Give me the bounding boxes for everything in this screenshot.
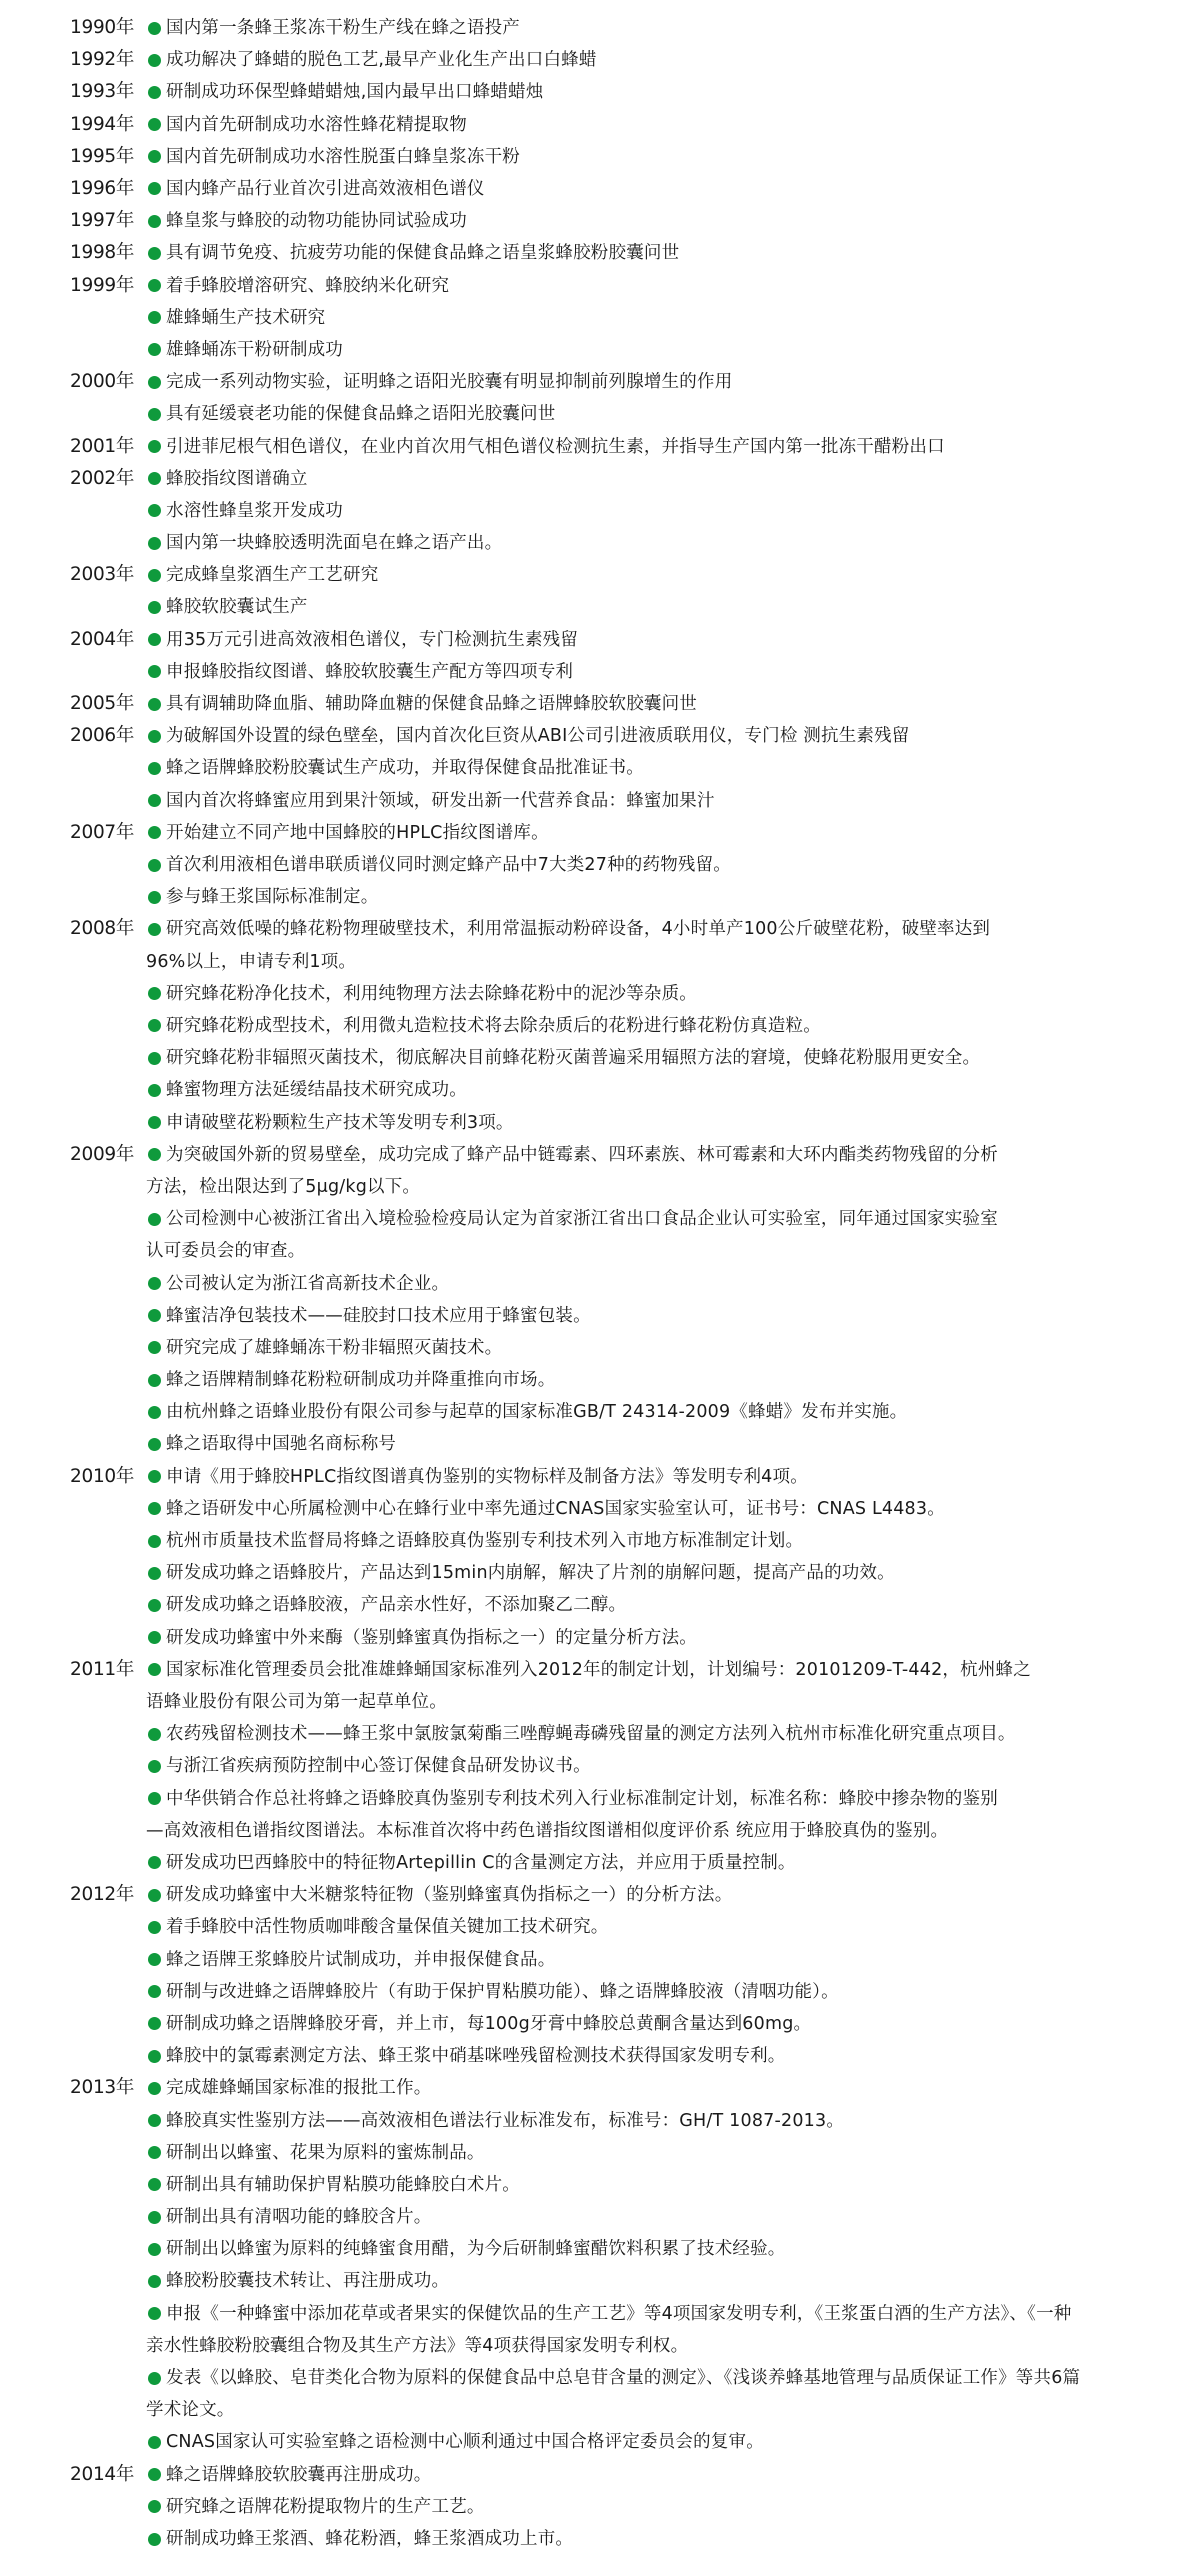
timeline-entry-text: 研发成功蜂蜜中大米糖浆特征物（鉴别蜂蜜真伪指标之一）的分析方法。: [166, 1885, 733, 1906]
timeline-row: [0, 1847, 1200, 1879]
timeline-row: [0, 1589, 1200, 1621]
green-dot-icon: [148, 1953, 161, 1966]
green-dot-icon: [148, 1438, 161, 1451]
green-dot-icon: [148, 923, 161, 936]
timeline-row: [0, 237, 1200, 269]
timeline-row: [0, 2330, 1200, 2362]
timeline-entry-text: 蜂胶中的氯霉素测定方法、蜂王浆中硝基咪唑残留检测技术获得国家发明专利。: [166, 2046, 786, 2067]
timeline-entry-text: 认可委员会的审查。: [146, 1241, 306, 1262]
timeline-entry-text: 蜂胶真实性鉴别方法——高效液相色谱法行业标准发布，标准号：GH/T 1087-2013。: [166, 2110, 845, 2131]
timeline-row: [0, 946, 1200, 978]
timeline-year: 1994年: [70, 113, 135, 135]
timeline-entry-text: 与浙江省疾病预防控制中心签订保健食品研发协议书。: [166, 1756, 591, 1777]
timeline-row: [0, 1654, 1200, 1686]
timeline-entry-text: 研究蜂花粉非辐照灭菌技术，彻底解决目前蜂花粉灭菌普遍采用辐照方法的窘境，使蜂花粉服用更安全。: [166, 1048, 981, 1069]
timeline-row: [0, 2523, 1200, 2555]
green-dot-icon: [148, 376, 161, 389]
green-dot-icon: [148, 1213, 161, 1226]
timeline-row: [0, 1911, 1200, 1943]
timeline-entry-text: 开始建立不同产地中国蜂胶的HPLC指纹图谱库。: [166, 822, 549, 843]
timeline-row: [0, 2233, 1200, 2265]
timeline-entry-text: 具有调节免疫、抗疲劳功能的保健食品蜂之语皇浆蜂胶粉胶囊问世: [166, 243, 680, 264]
timeline-row: [0, 1139, 1200, 1171]
timeline-row: [0, 2394, 1200, 2426]
timeline-entry-text: CNAS国家认可实验室蜂之语检测中心顺利通过中国合格评定委员会的复审。: [166, 2432, 764, 2453]
timeline-entry-text: 蜂蜜物理方法延缓结晶技术研究成功。: [166, 1080, 467, 1101]
timeline-row: [0, 109, 1200, 141]
timeline-year: 2009年: [70, 1143, 135, 1165]
timeline-year: 1993年: [70, 81, 135, 103]
timeline-row: [0, 495, 1200, 527]
timeline-row: [0, 334, 1200, 366]
timeline-row: [0, 2072, 1200, 2104]
green-dot-icon: [148, 2017, 161, 2030]
green-dot-icon: [148, 118, 161, 131]
timeline-row: [0, 1171, 1200, 1203]
timeline-row: [0, 173, 1200, 205]
green-dot-icon: [148, 633, 161, 646]
timeline-row: [0, 2491, 1200, 2523]
timeline-row: [0, 881, 1200, 913]
green-dot-icon: [148, 1792, 161, 1805]
timeline-year: 2010年: [70, 1465, 135, 1487]
timeline-entry-text: 研制出以蜂蜜、花果为原料的蜜炼制品。: [166, 2142, 485, 2163]
timeline-row: [0, 398, 1200, 430]
green-dot-icon: [148, 2082, 161, 2095]
timeline-row: [0, 785, 1200, 817]
timeline-row: [0, 44, 1200, 76]
timeline-row: [0, 688, 1200, 720]
green-dot-icon: [148, 1856, 161, 1869]
timeline-entry-text: 研发成功蜂之语蜂胶液，产品亲水性好，不添加聚乙二醇。: [166, 1595, 627, 1616]
green-dot-icon: [148, 1341, 161, 1354]
timeline-row: [0, 12, 1200, 44]
green-dot-icon: [148, 891, 161, 904]
green-dot-icon: [148, 698, 161, 711]
green-dot-icon: [148, 1309, 161, 1322]
timeline-entry-text: 研究蜂花粉净化技术，利用纯物理方法去除蜂花粉中的泥沙等杂质。: [166, 983, 697, 1004]
green-dot-icon: [148, 1921, 161, 1934]
timeline-entry-text: 研究蜂花粉成型技术，利用微丸造粒技术将去除杂质后的花粉进行蜂花粉仿真造粒。: [166, 1015, 821, 1036]
timeline-row: [0, 2008, 1200, 2040]
timeline-year: 2007年: [70, 821, 135, 843]
timeline-row: [0, 2459, 1200, 2491]
timeline-entry-text: 学术论文。: [146, 2400, 235, 2421]
timeline-row: [0, 817, 1200, 849]
timeline-entry-text: 国家标准化管理委员会批准雄蜂蛹国家标准列入2012年的制定计划，计划编号：20101209-T-442，杭州蜂之: [166, 1659, 1031, 1680]
green-dot-icon: [148, 2050, 161, 2063]
green-dot-icon: [148, 1019, 161, 1032]
green-dot-icon: [148, 182, 161, 195]
timeline-entry-text: 农药残留检测技术——蜂王浆中氯胺氯菊酯三唑醇蝇毒磷残留量的测定方法列入杭州市标准化研究重点项目。: [166, 1724, 1016, 1745]
timeline-entry-text: 为破解国外设置的绿色壁垒，国内首次化巨资从ABI公司引进液质联用仪，专门检 测抗生素残留: [166, 726, 910, 747]
timeline-row: [0, 2105, 1200, 2137]
timeline-row: [0, 463, 1200, 495]
timeline-row: [0, 913, 1200, 945]
timeline-row: [0, 2362, 1200, 2394]
green-dot-icon: [148, 215, 161, 228]
timeline-row: [0, 205, 1200, 237]
timeline-row: [0, 1396, 1200, 1428]
timeline-row: [0, 1235, 1200, 1267]
timeline-row: [0, 1107, 1200, 1139]
timeline-row: [0, 720, 1200, 752]
timeline-entry-text: 国内第一块蜂胶透明洗面皂在蜂之语产出。: [166, 533, 503, 554]
timeline-row: [0, 1042, 1200, 1074]
timeline-row: [0, 1364, 1200, 1396]
timeline-row: [0, 1686, 1200, 1718]
timeline-row: [0, 2169, 1200, 2201]
timeline-entry-text: 研制成功蜂之语牌蜂胶牙膏，并上市，每100g牙膏中蜂胶总黄酮含量达到60mg。: [166, 2013, 812, 2034]
timeline-entry-text: 由杭州蜂之语蜂业股份有限公司参与起草的国家标准GB/T 24314-2009《蜂蜡》发布并实施。: [166, 1402, 908, 1423]
green-dot-icon: [148, 2468, 161, 2481]
green-dot-icon: [148, 1052, 161, 1065]
timeline-entry-text: 研究蜂之语牌花粉提取物片的生产工艺。: [166, 2496, 485, 2517]
timeline-entry-text: 首次利用液相色谱串联质谱仪同时测定蜂产品中7大类27种的药物残留。: [166, 855, 731, 875]
timeline-entry-text: 杭州市质量技术监督局将蜂之语蜂胶真伪鉴别专利技术列入市地方标准制定计划。: [166, 1531, 804, 1552]
timeline-entry-text: 研制出具有清咽功能的蜂胶含片。: [166, 2207, 432, 2228]
green-dot-icon: [148, 343, 161, 356]
timeline-entry-text: 蜂胶软胶囊试生产: [166, 597, 308, 618]
green-dot-icon: [148, 1406, 161, 1419]
green-dot-icon: [148, 569, 161, 582]
timeline-entry-text: 研究完成了雄蜂蛹冻干粉非辐照灭菌技术。: [166, 1337, 503, 1358]
timeline-row: [0, 2426, 1200, 2458]
green-dot-icon: [148, 2436, 161, 2449]
green-dot-icon: [148, 1889, 161, 1902]
timeline-year: 2013年: [70, 2077, 135, 2099]
green-dot-icon: [148, 859, 161, 872]
timeline-entry-text: 96%以上，申请专利1项。: [146, 951, 357, 972]
green-dot-icon: [148, 408, 161, 421]
timeline-year: 1999年: [70, 274, 135, 296]
green-dot-icon: [148, 22, 161, 35]
timeline-entry-text: 参与蜂王浆国际标准制定。: [166, 887, 379, 908]
green-dot-icon: [148, 2372, 161, 2385]
timeline-entry-text: 申报《一种蜂蜜中添加花草或者果实的保健饮品的生产工艺》等4项国家发明专利，《王浆蛋白酒的生产方法》、《一种: [166, 2303, 1072, 2324]
timeline-row: [0, 1557, 1200, 1589]
timeline-row: [0, 141, 1200, 173]
timeline-entry-text: 用35万元引进高效液相色谱仪，专门检测抗生素残留: [166, 629, 579, 650]
timeline-entry-text: 蜂胶指纹图谱确立: [166, 468, 308, 489]
green-dot-icon: [148, 1470, 161, 1483]
timeline-entry-text: 蜂蜜洁净包装技术——硅胶封口技术应用于蜂蜜包装。: [166, 1305, 591, 1326]
timeline-year: 2011年: [70, 1658, 135, 1680]
timeline-row: [0, 527, 1200, 559]
timeline-row: [0, 2201, 1200, 2233]
timeline-year: 1997年: [70, 210, 135, 232]
timeline-row: [0, 431, 1200, 463]
timeline-entry-text: 雄蜂蛹冻干粉研制成功: [166, 339, 343, 360]
timeline-entry-text: 研发成功蜂之语蜂胶片，产品达到15min内崩解，解决了片剂的崩解问题，提高产品的功效。: [166, 1563, 895, 1584]
green-dot-icon: [148, 2211, 161, 2224]
timeline-entry-text: 公司被认定为浙江省高新技术企业。: [166, 1273, 450, 1294]
timeline-entry-text: 中华供销合作总社将蜂之语蜂胶真伪鉴别专利技术列入行业标准制定计划，标准名称：蜂胶中掺杂物的鉴别: [166, 1788, 998, 1809]
green-dot-icon: [148, 1374, 161, 1387]
timeline-entry-text: 国内首先研制成功水溶性脱蛋白蜂皇浆冻干粉: [166, 146, 520, 167]
green-dot-icon: [148, 1084, 161, 1097]
timeline-row: [0, 1493, 1200, 1525]
timeline-year: 1998年: [70, 242, 135, 264]
timeline-year: 2003年: [70, 564, 135, 586]
green-dot-icon: [148, 2275, 161, 2288]
timeline-entry-text: 国内蜂产品行业首次引进高效液相色谱仪: [166, 178, 485, 199]
timeline-entry-text: 国内第一条蜂王浆冻干粉生产线在蜂之语投产: [166, 18, 520, 38]
timeline-entry-text: 语蜂业股份有限公司为第一起草单位。: [146, 1692, 447, 1712]
timeline-year: 2008年: [70, 918, 135, 940]
timeline-row: [0, 1203, 1200, 1235]
timeline-row: [0, 2298, 1200, 2330]
timeline-year: 2001年: [70, 435, 135, 457]
green-dot-icon: [148, 1567, 161, 1580]
timeline-row: [0, 1525, 1200, 1557]
green-dot-icon: [148, 730, 161, 743]
green-dot-icon: [148, 2500, 161, 2513]
timeline-entry-text: 国内首次将蜂蜜应用到果汁领域，研发出新一代营养食品：蜂蜜加果汁: [166, 790, 715, 811]
timeline-row: [0, 1815, 1200, 1847]
timeline-entry-text: 完成一系列动物实验，证明蜂之语阳光胶囊有明显抑制前列腺增生的作用: [166, 372, 733, 393]
green-dot-icon: [148, 1985, 161, 1998]
timeline-row: [0, 1718, 1200, 1750]
timeline-entry-text: 研制出以蜂蜜为原料的纯蜂蜜食用醋，为今后研制蜂蜜醋饮料积累了技术经验。: [166, 2239, 786, 2260]
green-dot-icon: [148, 247, 161, 260]
timeline-entry-text: 国内首先研制成功水溶性蜂花精提取物: [166, 114, 467, 135]
green-dot-icon: [148, 2533, 161, 2546]
timeline-row: [0, 270, 1200, 302]
timeline-row: [0, 656, 1200, 688]
green-dot-icon: [148, 440, 161, 453]
timeline-entry-text: 蜂之语牌蜂胶软胶囊再注册成功。: [166, 2464, 432, 2485]
timeline-entry-text: 蜂之语牌王浆蜂胶片试制成功，并申报保健食品。: [166, 1949, 556, 1970]
green-dot-icon: [148, 504, 161, 517]
green-dot-icon: [148, 2146, 161, 2159]
timeline-entry-text: 研制与改进蜂之语牌蜂胶片（有助于保护胃粘膜功能）、蜂之语牌蜂胶液（清咽功能）。: [166, 1981, 839, 2002]
timeline-entry-text: 申报蜂胶指纹图谱、蜂胶软胶囊生产配方等四项专利: [166, 661, 574, 682]
green-dot-icon: [148, 601, 161, 614]
timeline-entry-text: 雄蜂蛹生产技术研究: [166, 307, 326, 328]
timeline-entry-text: 蜂之语研发中心所属检测中心在蜂行业中率先通过CNAS国家实验室认可，证书号：CNAS L4483。: [166, 1498, 945, 1519]
green-dot-icon: [148, 1728, 161, 1741]
timeline-row: [0, 1750, 1200, 1782]
green-dot-icon: [148, 2114, 161, 2127]
timeline-entry-text: 研究高效低噪的蜂花粉物理破壁技术，利用常温振动粉碎设备，4小时单产100公斤破壁花粉，破壁率达到: [166, 919, 991, 940]
green-dot-icon: [148, 1277, 161, 1290]
timeline-row: [0, 1783, 1200, 1815]
green-dot-icon: [148, 1116, 161, 1129]
timeline-year: 2006年: [70, 725, 135, 747]
green-dot-icon: [148, 1535, 161, 1548]
green-dot-icon: [148, 762, 161, 775]
timeline-year: 2012年: [70, 1884, 135, 1906]
timeline-row: [0, 302, 1200, 334]
green-dot-icon: [148, 311, 161, 324]
timeline-entry-text: 方法，检出限达到了5μg/kg以下。: [146, 1176, 421, 1197]
green-dot-icon: [148, 1502, 161, 1515]
green-dot-icon: [148, 2243, 161, 2256]
timeline-entry-text: 蜂胶粉胶囊技术转让、再注册成功。: [166, 2271, 450, 2292]
timeline-entry-text: 研发成功蜂蜜中外来酶（鉴别蜂蜜真伪指标之一）的定量分析方法。: [166, 1627, 697, 1648]
timeline-entry-text: 发表《以蜂胶、皂苷类化合物为原料的保健食品中总皂苷含量的测定》、《浅谈养蜂基地管理与品质保证工作》等共6篇: [166, 2368, 1081, 2389]
green-dot-icon: [148, 1631, 161, 1644]
timeline-year: 2014年: [70, 2463, 135, 2485]
timeline-row: [0, 1074, 1200, 1106]
timeline-row: [0, 624, 1200, 656]
timeline-entry-text: 蜂之语牌精制蜂花粉粒研制成功并降重推向市场。: [166, 1370, 556, 1391]
timeline-entry-text: 蜂皇浆与蜂胶的动物功能协同试验成功: [166, 211, 467, 232]
timeline-row: [0, 1332, 1200, 1364]
green-dot-icon: [148, 1663, 161, 1676]
timeline-row: [0, 76, 1200, 108]
timeline-row: [0, 1010, 1200, 1042]
timeline-year: 1995年: [70, 145, 135, 167]
timeline-row: [0, 1300, 1200, 1332]
timeline-entry-text: 为突破国外新的贸易壁垒，成功完成了蜂产品中链霉素、四环素族、林可霉素和大环内酯类药物残留的分析: [166, 1144, 998, 1165]
green-dot-icon: [148, 54, 161, 67]
green-dot-icon: [148, 279, 161, 292]
green-dot-icon: [148, 472, 161, 485]
timeline-row: [0, 591, 1200, 623]
timeline-row: [0, 1879, 1200, 1911]
green-dot-icon: [148, 665, 161, 678]
timeline-entry-text: 申请破壁花粉颗粒生产技术等发明专利3项。: [166, 1112, 514, 1133]
timeline-row: [0, 1976, 1200, 2008]
timeline-entry-text: 申请《用于蜂胶HPLC指纹图谱真伪鉴别的实物标样及制备方法》等发明专利4项。: [166, 1466, 808, 1487]
timeline-row: [0, 1428, 1200, 1460]
timeline-row: [0, 2040, 1200, 2072]
green-dot-icon: [148, 794, 161, 807]
timeline-entry-text: 研制出具有辅助保护胃粘膜功能蜂胶白术片。: [166, 2174, 520, 2195]
timeline-year: 1996年: [70, 177, 135, 199]
timeline-entry-text: 研发成功巴西蜂胶中的特征物Artepillin C的含量测定方法，并应用于质量控制。: [166, 1852, 796, 1873]
timeline-row: [0, 849, 1200, 881]
green-dot-icon: [148, 1148, 161, 1161]
timeline-row: [0, 1622, 1200, 1654]
timeline-entry-text: 具有延缓衰老功能的保健食品蜂之语阳光胶囊问世: [166, 404, 556, 425]
timeline-year: 2004年: [70, 628, 135, 650]
timeline-row: [0, 1268, 1200, 1300]
timeline-entry-text: 完成雄蜂蛹国家标准的报批工作。: [166, 2078, 432, 2099]
timeline-year: 2002年: [70, 467, 135, 489]
timeline-entry-text: 研制成功环保型蜂蜡蜡烛,国内最早出口蜂蜡蜡烛: [166, 82, 544, 103]
timeline-row: [0, 1944, 1200, 1976]
timeline-entry-text: 公司检测中心被浙江省出入境检验检疫局认定为首家浙江省出口食品企业认可实验室，同年通过国家实验室: [166, 1209, 998, 1230]
green-dot-icon: [148, 537, 161, 550]
timeline-entry-text: 蜂之语牌蜂胶粉胶囊试生产成功，并取得保健食品批准证书。: [166, 758, 644, 779]
timeline-row: [0, 978, 1200, 1010]
timeline-entry-text: 亲水性蜂胶粉胶囊组合物及其生产方法》等4项获得国家发明专利权。: [146, 2335, 689, 2356]
timeline-entry-text: —高效液相色谱指纹图谱法。本标准首次将中药色谱指纹图谱相似度评价系 统应用于蜂胶真伪的鉴别。: [146, 1820, 949, 1841]
timeline-row: [0, 366, 1200, 398]
timeline-entry-text: 完成蜂皇浆酒生产工艺研究: [166, 565, 379, 586]
timeline-year: 2005年: [70, 693, 135, 715]
green-dot-icon: [148, 150, 161, 163]
timeline-row: [0, 2265, 1200, 2297]
timeline-entry-text: 引进菲尼根气相色谱仪，在业内首次用气相色谱仪检测抗生素，并指导生产国内第一批冻干醋粉出口: [166, 436, 945, 457]
timeline-entry-text: 水溶性蜂皇浆开发成功: [166, 500, 343, 521]
timeline-entry-text: 着手蜂胶增溶研究、蜂胶纳米化研究: [166, 275, 450, 296]
green-dot-icon: [148, 1760, 161, 1773]
timeline-row: [0, 559, 1200, 591]
timeline-entry-text: 蜂之语取得中国驰名商标称号: [166, 1434, 397, 1455]
timeline-year: 1992年: [70, 49, 135, 71]
timeline-entry-text: 研制成功蜂王浆酒、蜂花粉酒，蜂王浆酒成功上市。: [166, 2529, 574, 2549]
timeline-row: [0, 752, 1200, 784]
timeline-entry-text: 具有调辅助降血脂、辅助降血糖的保健食品蜂之语牌蜂胶软胶囊问世: [166, 694, 697, 715]
timeline-year: 2000年: [70, 371, 135, 393]
green-dot-icon: [148, 86, 161, 99]
timeline-row: [0, 2137, 1200, 2169]
green-dot-icon: [148, 987, 161, 1000]
timeline-year: 1990年: [70, 17, 135, 38]
green-dot-icon: [148, 826, 161, 839]
timeline-entry-text: 成功解决了蜂蜡的脱色工艺,最早产业化生产出口白蜂蜡: [166, 50, 597, 71]
green-dot-icon: [148, 2307, 161, 2320]
timeline-row: [0, 1461, 1200, 1493]
green-dot-icon: [148, 1599, 161, 1612]
timeline-entry-text: 着手蜂胶中活性物质咖啡酸含量保值关键加工技术研究。: [166, 1917, 609, 1938]
green-dot-icon: [148, 2178, 161, 2191]
